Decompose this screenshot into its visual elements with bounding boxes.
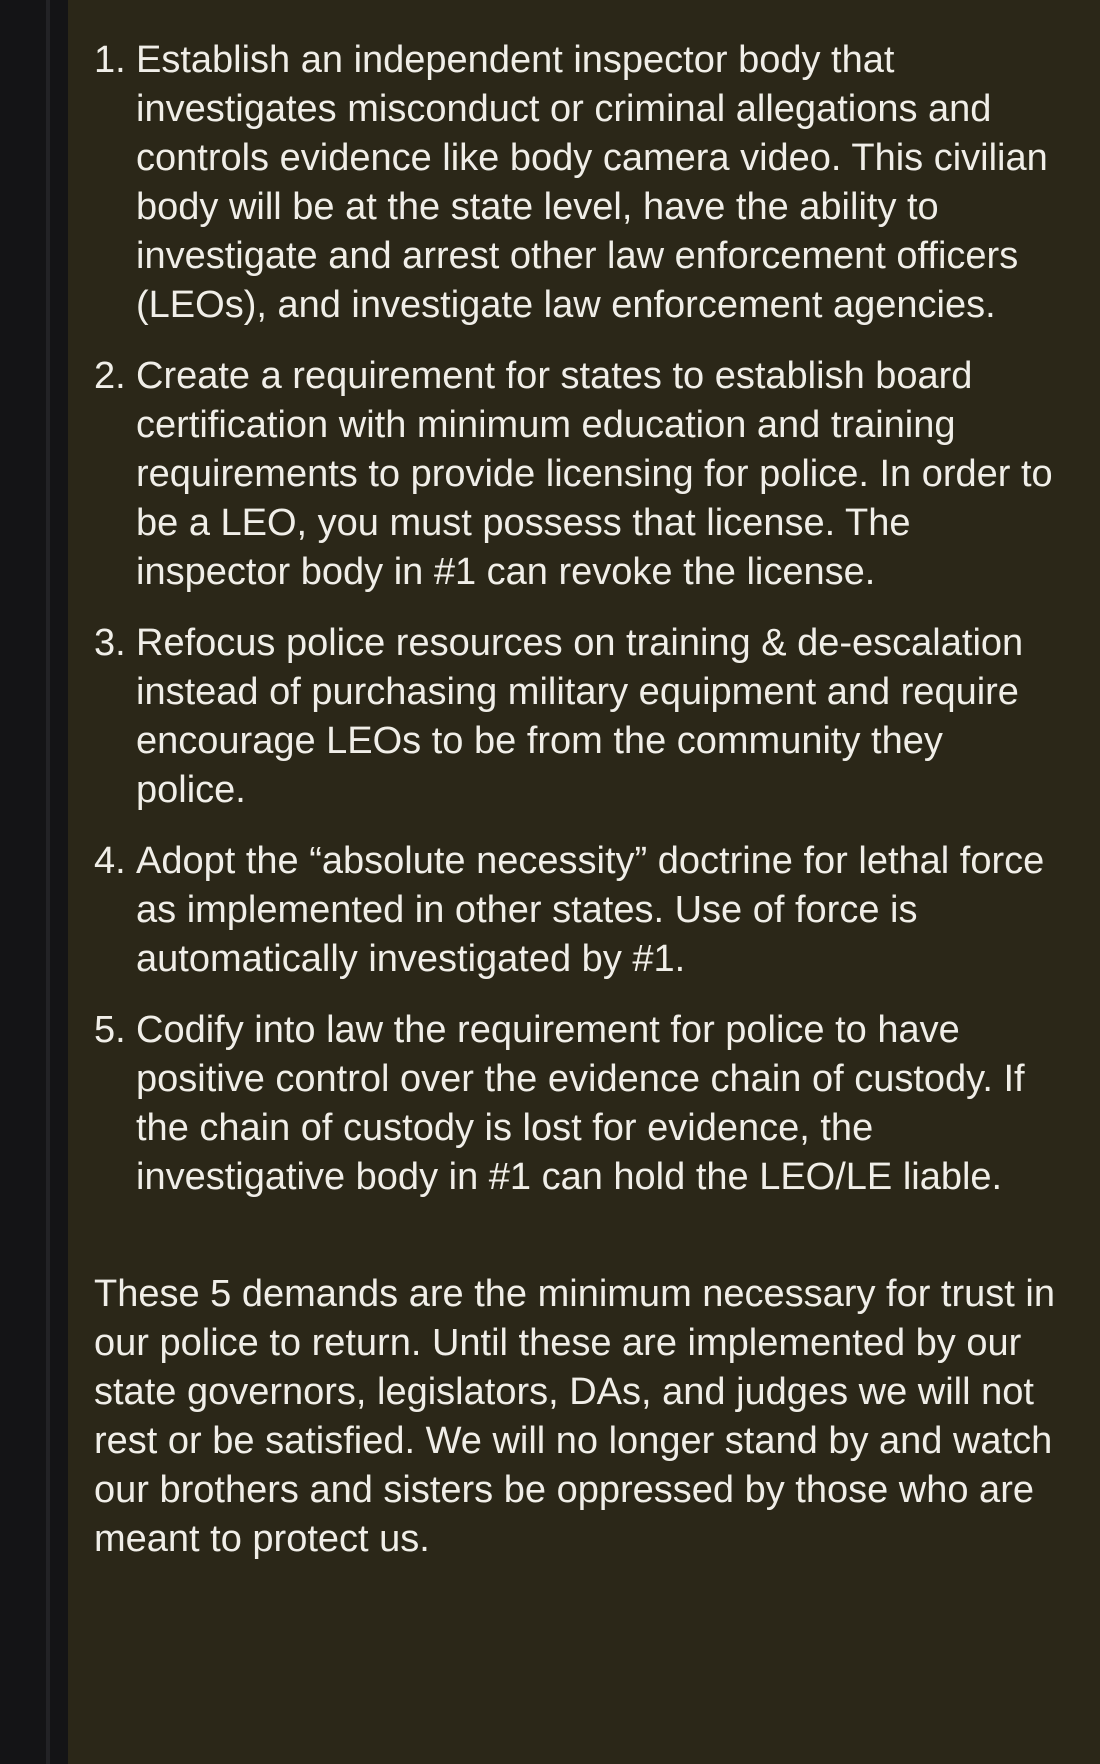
list-item xyxy=(94,1006,1056,1202)
list-item-text: Create a requirement for states to establish board certification with minimum education and training requirements to provide licensing for police. In order to be a LEO, you must possess that license. The inspector body in #1 can revoke the license. xyxy=(136,355,1053,593)
list-item xyxy=(94,837,1056,984)
list-item-text: Refocus police resources on training & de-escalation instead of purchasing military equipment and require encourage LEOs to be from the community they police. xyxy=(136,622,1024,811)
list-item xyxy=(94,36,1056,330)
list-item-number: 1. xyxy=(94,39,126,81)
list-item-text: Adopt the “absolute necessity” doctrine for lethal force as implemented in other states. Use of force is automatically investigated by #1. xyxy=(136,840,1045,980)
list-item xyxy=(94,619,1056,815)
list-item-number: 3. xyxy=(94,622,126,664)
demands-list xyxy=(94,36,1056,1202)
thread-line[interactable] xyxy=(46,0,50,1764)
list-item-text: Establish an independent inspector body that investigates misconduct or criminal allegations and controls evidence like body camera video. This civilian body will be at the state level, have the ability to investigate and arrest other law enforcement officers (LEOs), and investigate law enforcement agencies. xyxy=(136,39,1048,326)
list-item-number: 5. xyxy=(94,1009,126,1051)
post-content xyxy=(94,36,1056,1602)
list-item-number: 4. xyxy=(94,840,126,882)
list-item xyxy=(94,352,1056,597)
closing-paragraph: These 5 demands are the minimum necessary for trust in our police to return. Until these are implemented by our state governors, legislators, DAs, and judges we will not rest or be satisfied. We will no longer stand by and watch our brothers and sisters be oppressed by those who are meant to protect us. xyxy=(94,1273,1055,1560)
list-item-number: 2. xyxy=(94,355,126,397)
list-item-text: Codify into law the requirement for police to have positive control over the evidence chain of custody. If the chain of custody is lost for evidence, the investigative body in #1 can hold the LEO/LE liable. xyxy=(136,1009,1025,1198)
